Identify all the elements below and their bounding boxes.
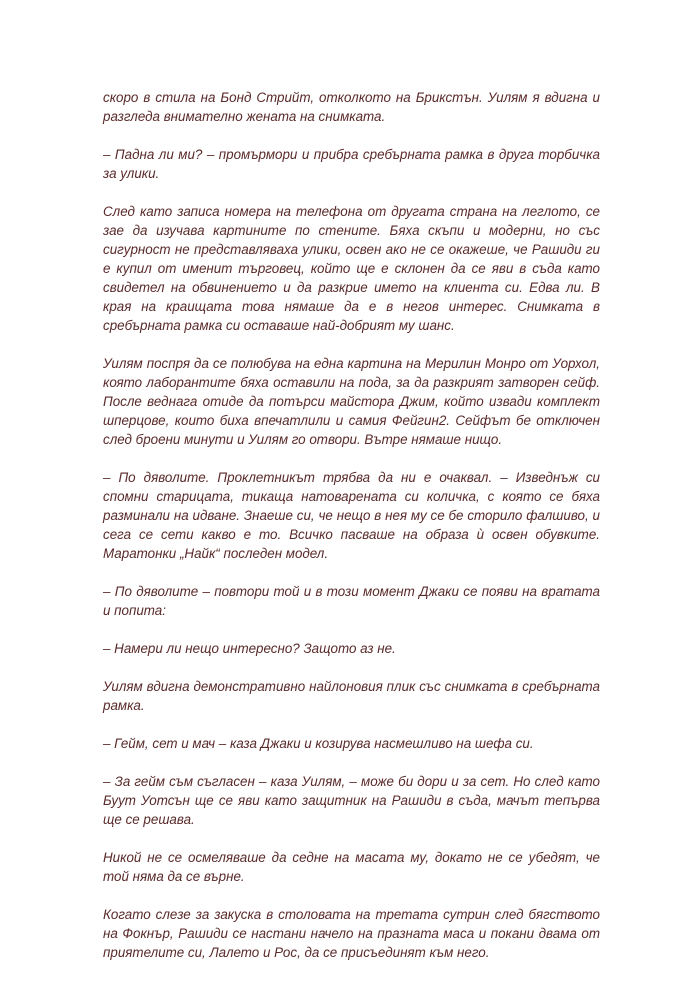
- paragraph: скоро в стила на Бонд Стрийт, отколкото на Брикстън. Уилям я вдигна и разгледа внимателно жената на снимката.: [103, 90, 600, 124]
- paragraph: – По дяволите – повтори той и в този момент Джаки се появи на вратата и попита:: [103, 584, 600, 618]
- paragraph: Уилям поспря да се полюбува на една картина на Мерилин Монро от Уорхол, която лаборантите бяха оставили на пода, за да разкрият затворен сейф. После веднага отиде да потърси майстора Джим, който извади комплект шперцове, които биха впечатлили и самия Фейгин2. Сейфът бе отключен след броени минути и Уилям го отвори. Вътре нямаше нищо.: [103, 356, 600, 447]
- paragraph: – Намери ли нещо интересно? Защото аз не.: [103, 641, 396, 656]
- paragraph: – По дяволите. Проклетникът трябва да ни е очаквал. – Изведнъж си спомни старицата, тикаща натоварената си количка, с която се бяха разминали на идване. Знаеше си, че нещо в нея му се бе сторило фалшиво, и сега се сети какво е то. Всичко пасваше на образа ѝ освен обувките. Маратонки „Найк“ последен модел.: [103, 470, 600, 561]
- paragraph: – Гейм, сет и мач – каза Джаки и козирува насмешливо на шефа си.: [103, 736, 534, 751]
- paragraph: – За гейм съм съгласен – каза Уилям, – може би дори и за сет. Но след като Буут Уотсън ще се яви като защитник на Рашиди в съда, мачът тепърва ще се решава.: [103, 774, 600, 827]
- paragraph: Уилям вдигна демонстративно найлоновия плик със снимката в сребърната рамка.: [103, 679, 600, 713]
- paragraph: – Падна ли ми? – промърмори и прибра сребърната рамка в друга торбичка за улики.: [103, 147, 600, 181]
- paragraph: Никой не се осмеляваше да седне на масата му, докато не се убедят, че той няма да се върне.: [103, 850, 600, 884]
- document-page: [103, 88, 600, 981]
- paragraph: След като записа номера на телефона от другата страна на леглото, се зае да изучава картините по стените. Бяха скъпи и модерни, но със сигурност не представляваха улики, освен ако не се окажеше, че Рашиди ги е купил от именит търговец, който ще е склонен да се яви в съда като свидетел на обвинението и да разкрие името на клиента си. Едва ли. В края на краищата това нямаше да е в негов интерес. Снимката в сребърната рамка си оставаше най-добрият му шанс.: [103, 204, 600, 333]
- paragraph: Когато слезе за закуска в столовата на третата сутрин след бягството на Фокнър, Рашиди се настани начело на празната маса и покани двама от приятелите си, Лалето и Рос, да се присъединят към него.: [103, 907, 600, 960]
